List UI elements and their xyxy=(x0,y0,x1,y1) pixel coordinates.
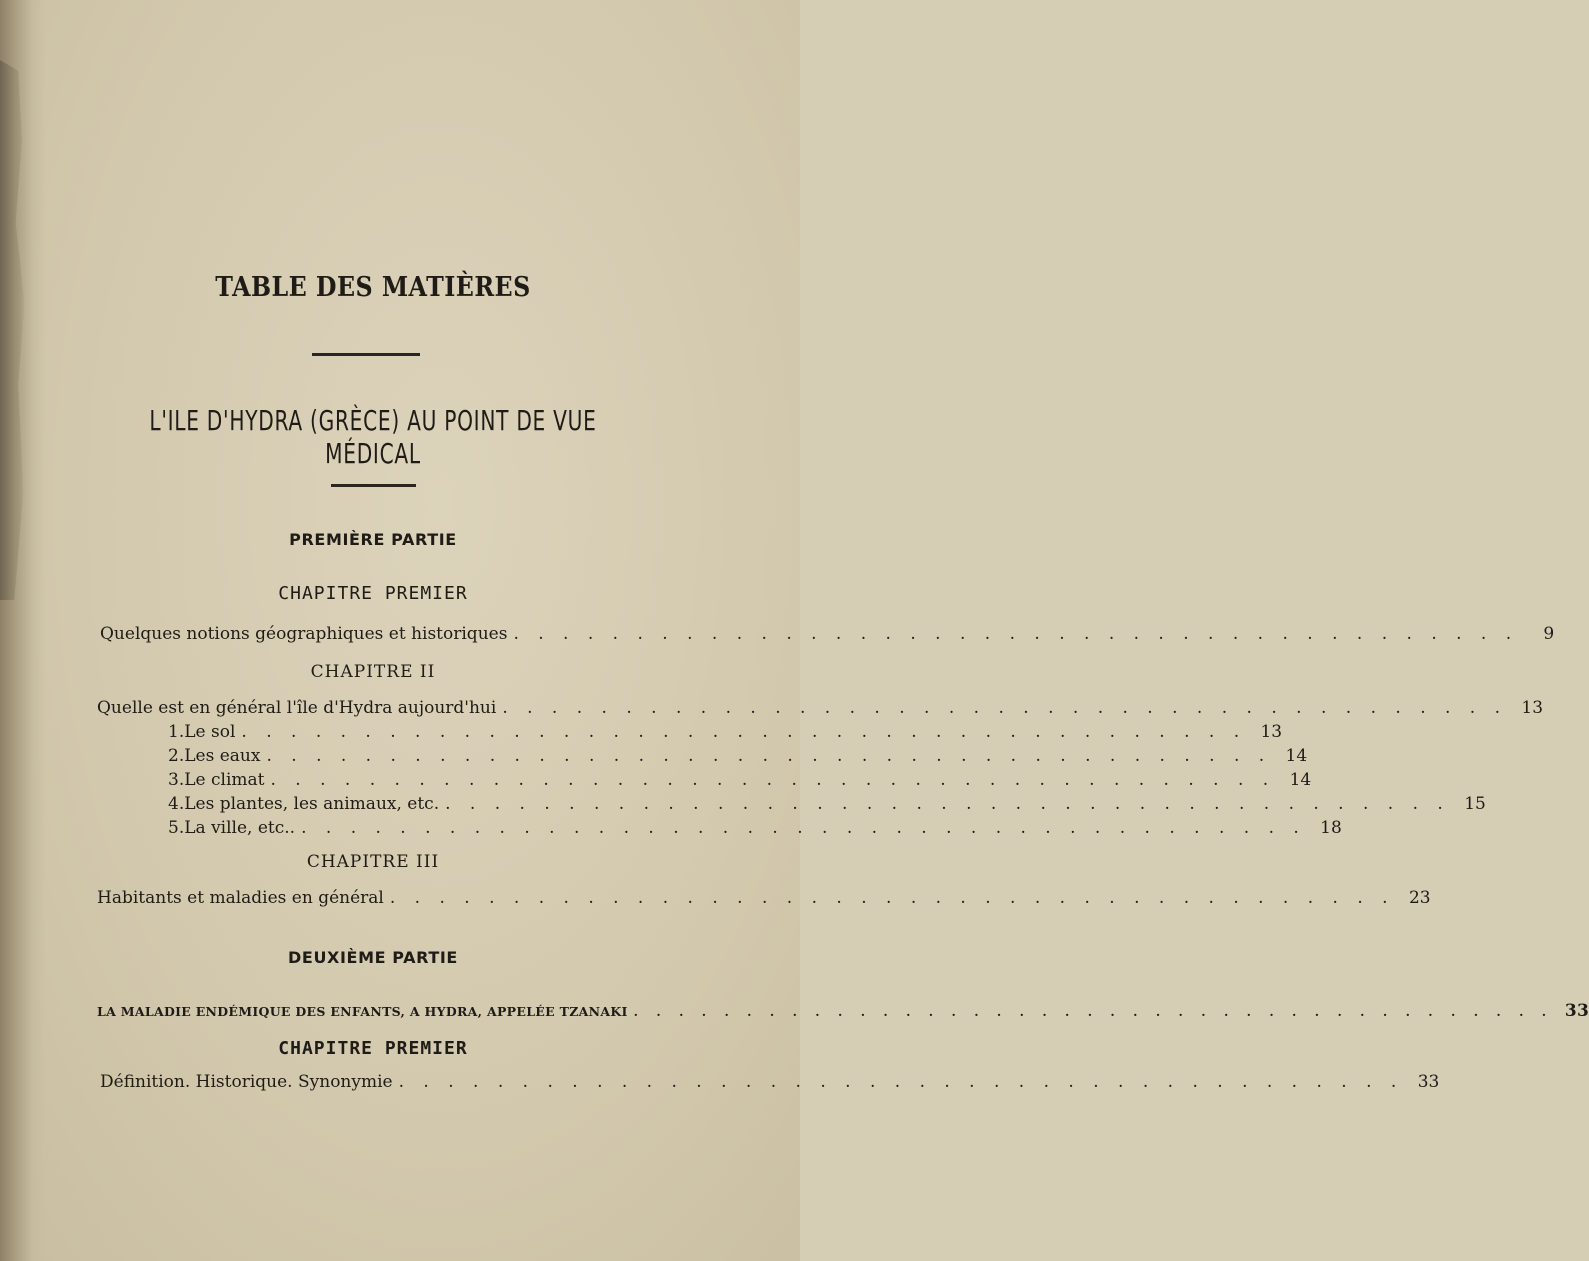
toc-entry-label: Quelques notions géographiques et historiques xyxy=(100,624,508,644)
toc-entry-label: Quelle est en général l'île d'Hydra aujourd'hui xyxy=(97,698,497,718)
chapter-heading: CHAPITRE PREMIER xyxy=(278,583,468,604)
toc-leader: . . . . . . . . . . . . . . . . . . . . . . . . . . . . . . . . . . . . . . . . . xyxy=(398,1072,1404,1092)
toc-entry[interactable] xyxy=(97,887,1431,909)
toc-entry-number: 2. xyxy=(168,746,185,766)
document-subtitle: L'ILE D'HYDRA (GRÈCE) AU POINT DE VUE MÉDICAL xyxy=(149,404,597,470)
toc-page-number: 33 xyxy=(1417,1072,1440,1092)
chapter-heading: CHAPITRE II xyxy=(310,662,436,682)
toc-entry[interactable] xyxy=(168,817,1342,839)
toc-leader: . . . . . . . . . . . . . . . . . . . . . . . . . . . . . . . . . . . . . . . . . xyxy=(266,746,1272,766)
toc-leader: . . . . . . . . . . . . . . . . . . . . . . . . . . . . . . . . . . . . . . . . . xyxy=(241,722,1247,742)
toc-entry[interactable] xyxy=(97,1000,1589,1023)
toc-entry-label: Définition. Historique. Synonymie xyxy=(100,1072,393,1092)
toc-page-number: 14 xyxy=(1289,770,1312,790)
part-heading-premiere: PREMIÈRE PARTIE xyxy=(289,530,457,549)
toc-page-number: 13 xyxy=(1260,722,1283,742)
toc-entry-label: La ville, etc.. xyxy=(184,818,296,838)
toc-entry-label: Les plantes, les animaux, etc. xyxy=(184,794,440,814)
toc-entry-label: Habitants et maladies en général xyxy=(97,888,384,908)
toc-entry-label: LA MALADIE ENDÉMIQUE DES ENFANTS, A HYDRA, APPELÉE TZANAKI xyxy=(97,1004,628,1019)
toc-entry[interactable] xyxy=(168,793,1486,815)
toc-entry-number: 4. xyxy=(168,794,185,814)
chapter-heading: CHAPITRE III xyxy=(306,852,440,872)
toc-leader: . . . . . . . . . . . . . . . . . . . . . . . . . . . . . . . . . . . . . . . . . xyxy=(301,818,1306,838)
chapter-heading: CHAPITRE PREMIER xyxy=(278,1038,468,1059)
toc-entry[interactable] xyxy=(100,1071,1440,1093)
toc-page-number: 15 xyxy=(1464,794,1486,814)
toc-entry[interactable] xyxy=(168,745,1308,767)
toc-entry[interactable] xyxy=(100,623,1555,645)
toc-leader: . . . . . . . . . . . . . . . . . . . . . . . . . . . . . . . . . . . . . . . . . xyxy=(389,888,1395,908)
toc-leader: . . . . . . . . . . . . . . . . . . . . . . . . . . . . . . . . . . . . . . . . . xyxy=(270,770,1276,790)
page-title: TABLE DES MATIÈRES xyxy=(215,272,531,303)
toc-entry-label: Le climat xyxy=(184,770,265,790)
toc-entry-label: Le sol xyxy=(184,722,236,742)
toc-leader: . . . . . . . . . . . . . . . . . . . . . . . . . . . . . . . . . . . . . . . . . xyxy=(513,624,1519,644)
toc-page-number: 13 xyxy=(1521,698,1544,718)
subtitle-divider xyxy=(331,484,416,487)
toc-leader: . . . . . . . . . . . . . . . . . . . . . . . . . . . . . . . . . . . . . . . . . xyxy=(502,698,1508,718)
toc-entry-number: 3. xyxy=(168,770,185,790)
toc-entry[interactable] xyxy=(168,769,1312,791)
toc-entry-label: Les eaux xyxy=(184,746,261,766)
toc-leader: . . . . . . . . . . . . . . . . . . . . . . . . . . . . . . . . . . . . . . . . . xyxy=(445,794,1450,814)
part-heading-deuxieme: DEUXIÈME PARTIE xyxy=(288,948,458,967)
title-divider xyxy=(312,353,420,356)
toc-entry[interactable] xyxy=(97,697,1544,719)
toc-page-number: 14 xyxy=(1285,746,1308,766)
toc-page-number: 33 xyxy=(1564,1001,1589,1021)
toc-leader: . . . . . . . . . . . . . . . . . . . . . . . . . . . . . . . . . . . . . . . . . xyxy=(633,1004,1554,1019)
toc-entry-number: 5. xyxy=(168,818,185,838)
toc-page-number: 23 xyxy=(1408,888,1431,908)
toc-page-number: 18 xyxy=(1320,818,1342,838)
toc-entry[interactable] xyxy=(168,721,1283,743)
toc-page-number: 9 xyxy=(1543,624,1555,644)
toc-entry-number: 1. xyxy=(168,722,185,742)
